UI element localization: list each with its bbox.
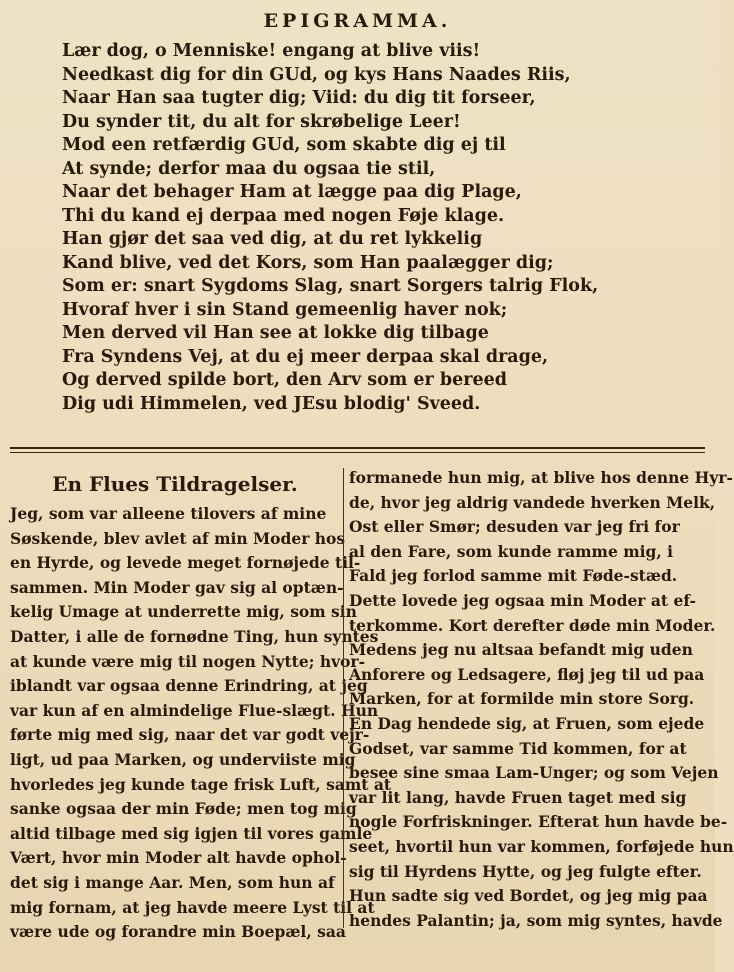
article-line: være ude og forandre min Boepæl, saa bbox=[10, 922, 346, 942]
article-line: Datter, i alle de fornødne Ting, hun syntes bbox=[10, 626, 379, 646]
poem-line: At synde; derfor maa du ogsaa tie stil, bbox=[62, 158, 436, 179]
section-rule bbox=[10, 447, 705, 449]
article-line: terkomme. Kort derefter døde min Moder. bbox=[349, 615, 716, 635]
article-line: En Dag hendede sig, at Fruen, som ejede bbox=[349, 713, 705, 733]
poem-line: Han gjør det saa ved dig, at du ret lykkelig bbox=[62, 229, 483, 249]
article-line: Søskende, blev avlet af min Moder hos bbox=[10, 528, 346, 548]
poem-line: Hvoraf hver i sin Stand gemeenlig haver nok; bbox=[62, 299, 508, 320]
article-line: Marken, for at formilde min store Sorg. bbox=[349, 689, 695, 709]
article-column-right bbox=[349, 466, 734, 933]
article-line: kelig Umage at underrette mig, som sin bbox=[10, 602, 357, 622]
article-line: hendes Palantin; ja, som mig syntes, havde bbox=[349, 910, 723, 930]
poem-line: Kand blive, ved det Kors, som Han paalægger dig; bbox=[62, 252, 554, 273]
article-line: Jeg, som var alleene tilovers af mine bbox=[10, 504, 327, 523]
article-line: iblandt var ogsaa denne Erindring, at jeg bbox=[10, 676, 368, 696]
article-line: Medens jeg nu altsaa befandt mig uden bbox=[349, 640, 693, 660]
article-line: sammen. Min Moder gav sig al optæn- bbox=[10, 577, 344, 597]
article-line: Godset, var samme Tid kommen, for at bbox=[349, 738, 687, 758]
poem-line: Naar det behager Ham at lægge paa dig Plage, bbox=[62, 182, 522, 202]
article-line: ligt, ud paa Marken, og underviiste mig bbox=[10, 749, 356, 769]
poem-line: Men derved vil Han see at lokke dig tilbage bbox=[62, 323, 489, 343]
article-line: besee sine smaa Lam-Unger; og som Vejen bbox=[349, 763, 719, 783]
article-line: Hun sadte sig ved Bordet, og jeg mig paa bbox=[349, 886, 708, 906]
article-line: seet, hvortil hun var kommen, forføjede hun bbox=[349, 836, 734, 856]
poem-line: Lær dog, o Menniske! engang at blive viis! bbox=[62, 41, 481, 61]
article-line: mig fornam, at jeg havde meere Lyst til at bbox=[10, 897, 375, 917]
article-line: sanke ogsaa der min Føde; men tog mig bbox=[10, 799, 357, 819]
article-line: nogle Forfriskninger. Efterat hun havde be- bbox=[349, 812, 728, 832]
column-divider bbox=[343, 468, 344, 928]
article-line: at kunde være mig til nogen Nytte; hvor- bbox=[10, 651, 366, 671]
poem-line: Mod een retfærdig GUd, som skabte dig ej til bbox=[62, 135, 506, 155]
article-line: en Hyrde, og levede meget fornøjede til- bbox=[10, 553, 361, 573]
page-header: EPIGRAMMA. bbox=[263, 10, 452, 32]
article-line: al den Fare, som kunde ramme mig, i bbox=[349, 541, 674, 561]
article-line: formanede hun mig, at blive hos denne Hyr- bbox=[349, 468, 733, 487]
epigram-poem bbox=[62, 40, 662, 416]
article-line: Vært, hvor min Moder alt havde ophol- bbox=[10, 848, 347, 868]
article-line: de, hvor jeg aldrig vandede hverken Melk, bbox=[349, 492, 716, 512]
poem-line: Fra Syndens Vej, at du ej meer derpaa skal drage, bbox=[62, 346, 549, 367]
article-line: det sig i mange Aar. Men, som hun af bbox=[10, 872, 335, 892]
poem-line: Needkast dig for din GUd, og kys Hans Naades Riis, bbox=[62, 64, 571, 85]
section-rule-thin bbox=[10, 452, 705, 453]
article-line: var lit lang, havde Fruen taget med sig bbox=[349, 787, 687, 807]
poem-line: Dig udi Himmelen, ved JEsu blodig' Sveed. bbox=[62, 393, 481, 414]
article-line: hvorledes jeg kunde tage frisk Luft, samt at bbox=[10, 774, 392, 794]
article-line: Dette lovede jeg ogsaa min Moder at ef- bbox=[349, 590, 696, 610]
article-title: En Flues Tildragelser. bbox=[52, 472, 298, 496]
article-line: Fald jeg forlod samme mit Føde-stæd. bbox=[349, 566, 678, 586]
article-column-left bbox=[10, 466, 392, 945]
poem-line: Som er: snart Sygdoms Slag, snart Sorgers talrig Flok, bbox=[62, 276, 599, 296]
poem-line: Og derved spilde bort, den Arv som er bereed bbox=[62, 370, 507, 390]
poem-line: Thi du kand ej derpaa med nogen Føje klage. bbox=[62, 205, 505, 226]
article-line: Ost eller Smør; desuden var jeg fri for bbox=[349, 517, 680, 537]
article-line: førte mig med sig, naar det var godt vejr- bbox=[10, 725, 370, 745]
article-line: sig til Hyrdens Hytte, og jeg fulgte efter. bbox=[349, 861, 702, 881]
article-line: var kun af en almindelige Flue-slægt. Hun bbox=[10, 700, 379, 720]
article-line: Anforere og Ledsagere, fløj jeg til ud paa bbox=[349, 664, 705, 684]
article-line: altid tilbage med sig igjen til vores gamle bbox=[10, 823, 373, 843]
poem-line: Naar Han saa tugter dig; Viid: du dig tit forseer, bbox=[62, 88, 536, 108]
poem-line: Du synder tit, du alt for skrøbelige Leer! bbox=[62, 111, 461, 132]
